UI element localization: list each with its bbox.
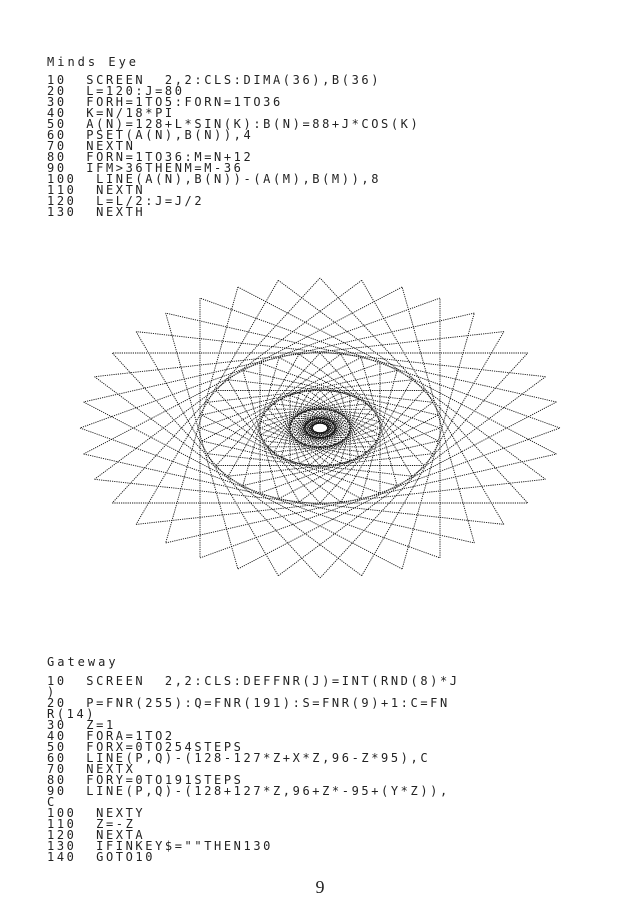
code-line: 130 IFINKEY$=""THEN130 (47, 839, 273, 853)
page-number: 9 (315, 877, 325, 897)
star-line-pattern (80, 278, 560, 578)
code-line: 60 LINE(P,Q)-(128-127*Z+X*Z,96-Z*95),C (47, 751, 431, 765)
code-line: 50 FORX=0TO254STEPS (47, 740, 244, 754)
code-line: 120 L=L/2:J=J/2 (47, 194, 205, 208)
code-line: 60 PSET(A(N),B(N)),4 (47, 128, 254, 142)
code-line: 10 SCREEN 2,2:CLS:DEFFNR(J)=INT(RND(8)*J (47, 674, 460, 688)
star-line (228, 380, 433, 403)
code-line: 120 NEXTA (47, 828, 146, 842)
code-line: 110 NEXTN (47, 183, 146, 197)
code-line: 70 NEXTX (47, 762, 136, 776)
star-line (362, 280, 504, 524)
code-line: 100 LINE(A(N),B(N))-(A(M),B(M)),8 (47, 172, 382, 186)
code-line: 70 NEXTN (47, 139, 136, 153)
code-line: 20 P=FNR(255):Q=FNR(191):S=FNR(9)+1:C=FN (47, 696, 450, 710)
program-title-minds-eye: Minds Eye (47, 55, 140, 69)
code-line: 10 SCREEN 2,2:CLS:DIMA(36),B(36) (47, 73, 382, 87)
code-line: 50 A(N)=128+L*SIN(K):B(N)=88+J*COS(K) (47, 117, 421, 131)
code-listing-gateway (47, 676, 460, 863)
program-title-gateway: Gateway (47, 655, 119, 669)
code-line: 80 FORN=1TO36:M=N+12 (47, 150, 254, 164)
code-line: 90 LINE(P,Q)-(128+127*Z,96+Z*-95+(Y*Z)), (47, 784, 450, 798)
minds-eye-star-figure (60, 268, 580, 588)
star-line (136, 332, 278, 576)
code-line: 20 L=120:J=80 (47, 84, 185, 98)
code-line: ) (47, 685, 57, 699)
code-line: 40 K=N/18*PI (47, 106, 175, 120)
code-line: 90 IFM>36THENM=M-36 (47, 161, 244, 175)
code-line: 40 FORA=1TO2 (47, 729, 175, 743)
code-line: C (47, 795, 57, 809)
code-line: 30 FORH=1TO5:FORN=1TO36 (47, 95, 283, 109)
star-line (228, 454, 433, 477)
star-line (207, 454, 412, 477)
code-line: 30 Z=1 (47, 718, 116, 732)
code-line: 130 NEXTH (47, 205, 146, 219)
code-line: 80 FORY=0TO191STEPS (47, 773, 244, 787)
code-line: 140 GOTO10 (47, 850, 156, 864)
code-line: 110 Z=-Z (47, 817, 136, 831)
code-line: R(14) (47, 707, 97, 721)
code-listing-minds-eye (47, 75, 420, 218)
star-line (207, 380, 412, 403)
code-line: 100 NEXTY (47, 806, 146, 820)
